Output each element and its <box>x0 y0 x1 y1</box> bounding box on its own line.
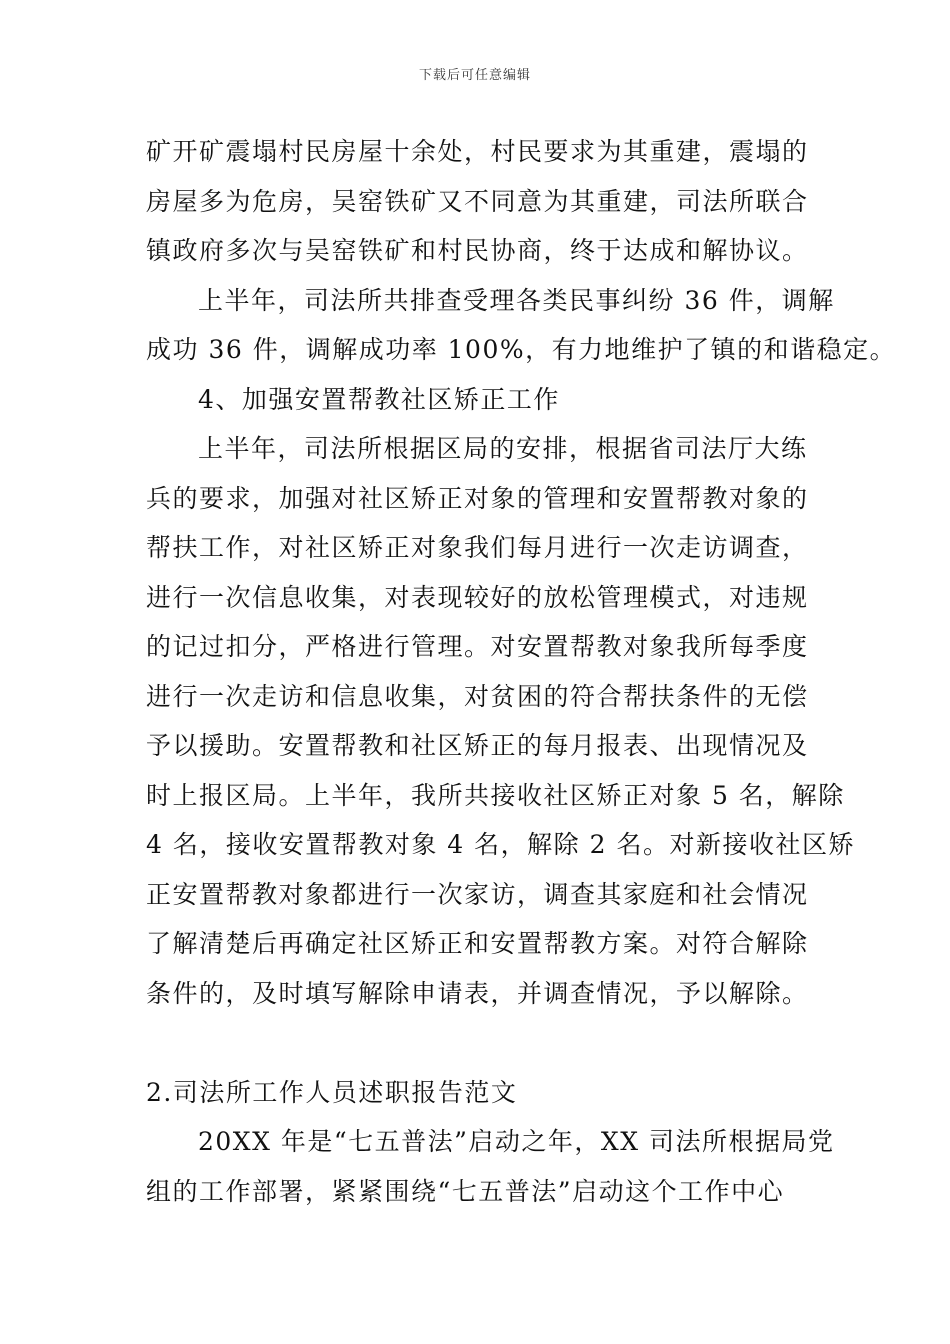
text-line: 组的工作部署，紧紧围绕“七五普法”启动这个工作中心 <box>146 1176 785 1206</box>
text-line: 矿开矿震塌村民房屋十余处，村民要求为其重建，震塌的 <box>146 137 809 166</box>
text-line: 兵的要求，加强对社区矫正对象的管理和安置帮教对象的 <box>146 483 809 513</box>
text-line: 进行一次信息收集，对表现较好的放松管理模式，对违规 <box>146 582 809 612</box>
section-title: 2.司法所工作人员述职报告范文 <box>146 1077 518 1107</box>
text-line: 成功 36 件，调解成功率 100%，有力地维护了镇的和谐稳定。 <box>146 335 897 364</box>
text-line: 的记过扣分，严格进行管理。对安置帮教对象我所每季度 <box>146 632 809 661</box>
page-header: 下载后可任意编辑 <box>418 68 531 83</box>
text-line: 帮扶工作，对社区矫正对象我们每月进行一次走访调查， <box>146 533 809 562</box>
text-line: 上半年，司法所根据区局的安排，根据省司法厅大练 <box>198 434 808 463</box>
blank-line <box>146 1018 812 1068</box>
text-line: 20XX 年是“七五普法”启动之年，XX 司法所根据局党 <box>198 1127 835 1156</box>
document-body <box>146 127 897 1216</box>
text-line: 了解清楚后再确定社区矫正和安置帮教方案。对符合解除 <box>146 929 809 958</box>
text-line: 正安置帮教对象都进行一次家访，调查其家庭和社会情况 <box>146 879 809 909</box>
text-line: 房屋多为危房，吴窑铁矿又不同意为其重建，司法所联合 <box>146 186 809 216</box>
text-line: 4 名，接收安置帮教对象 4 名，解除 2 名。对新接收社区矫 <box>146 830 855 859</box>
text-line: 时上报区局。上半年，我所共接收社区矫正对象 5 名，解除 <box>146 780 845 810</box>
text-line: 上半年，司法所共排查受理各类民事纠纷 36 件，调解 <box>198 285 835 315</box>
text-line: 镇政府多次与吴窑铁矿和村民协商，终于达成和解协议。 <box>146 236 809 265</box>
text-line: 条件的，及时填写解除申请表，并调查情况，予以解除。 <box>146 978 809 1008</box>
text-line: 予以援助。安置帮教和社区矫正的每月报表、出现情况及 <box>146 731 809 760</box>
section-heading: 4、加强安置帮教社区矫正工作 <box>198 384 560 414</box>
text-line: 进行一次走访和信息收集，对贫困的符合帮扶条件的无偿 <box>146 681 809 711</box>
